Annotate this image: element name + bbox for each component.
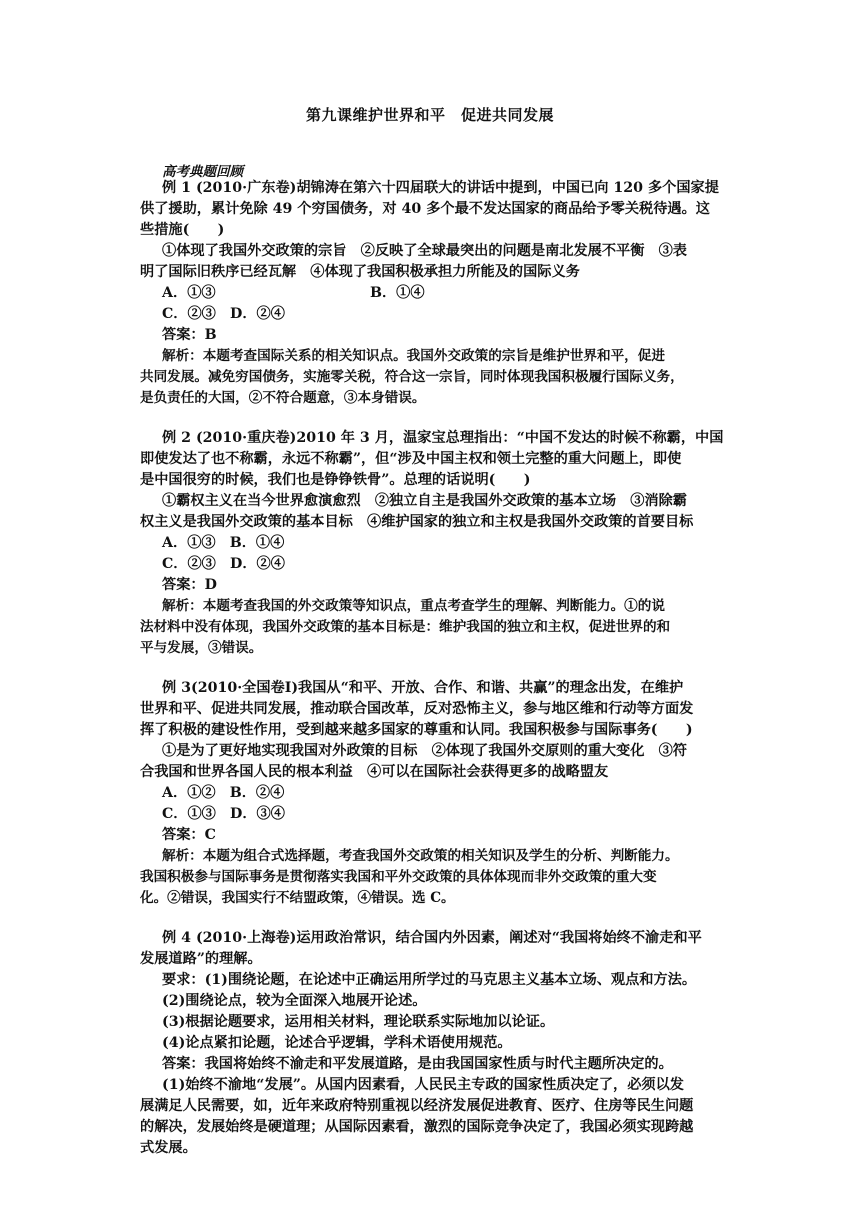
q2-line-2: 即使发达了也不称霸，永远不称霸”，但“涉及中国主权和领土完整的重大问题上，即使 xyxy=(140,451,682,467)
q3-options-ab: A．①② B．②④ xyxy=(162,785,285,801)
q1-line-2: 供了援助，累计免除 49 个穷国债务，对 40 多个最不发达国家的商品给予零关税待遇。这 xyxy=(140,201,710,217)
page-title: 第九课维护世界和平 促进共同发展 xyxy=(305,106,554,124)
q4-point1-line-4: 式发展。 xyxy=(140,1140,197,1156)
q2-analysis-1: 解析：本题考查我国的外交政策等知识点，重点考查学生的理解、判断能力。①的说 xyxy=(162,598,665,614)
q3-statement-1: ①是为了更好地实现我国对外政策的目标 ②体现了我国外交原则的重大变化 ③符 xyxy=(162,743,687,759)
q3-analysis-1: 解析：本题为组合式选择题，考查我国外交政策的相关知识及学生的分析、判断能力。 xyxy=(162,848,679,864)
section-heading: 高考典题回顾 xyxy=(162,164,243,180)
q2-options-ab: A．①③ B．①④ xyxy=(162,535,285,551)
q1-line-1: 例 1 (2010·广东卷)胡锦涛在第六十四届联大的讲话中提到，中国已向 120 多个国家提 xyxy=(162,180,719,196)
q4-point1-line-3: 的解决，发展始终是硬道理；从国际因素看，激烈的国际竞争决定了，我国必须实现跨越 xyxy=(140,1119,694,1135)
q3-line-1: 例 3(2010·全国卷Ⅰ)我国从“和平、开放、合作、和谐、共赢”的理念出发，在维护 xyxy=(162,680,684,696)
q2-line-3: 是中国很穷的时候，我们也是铮铮铁骨”。总理的话说明( ) xyxy=(140,472,531,488)
q4-point1-line-1: (1)始终不渝地“发展”。从国内因素看，人民民主专政的国家性质决定了，必须以发 xyxy=(162,1077,684,1093)
q3-line-2: 世界和平、促进共同发展，推动联合国改革，反对恐怖主义，参与地区维和行动等方面发 xyxy=(140,701,694,717)
q2-analysis-2: 法材料中没有体现，我国外交政策的基本目标是：维护我国的独立和主权，促进世界的和 xyxy=(140,619,671,635)
q1-option-a: A．①③ xyxy=(162,285,216,301)
q3-answer: 答案：C xyxy=(162,827,216,843)
q4-answer: 答案：我国将始终不渝走和平发展道路，是由我国国家性质与时代主题所决定的。 xyxy=(162,1056,673,1072)
q3-analysis-3: 化。②错误，我国实行不结盟政策，④错误。选 C。 xyxy=(140,890,455,906)
q1-options-ab xyxy=(162,283,732,303)
q1-line-3: 些措施( ) xyxy=(140,222,225,238)
q4-requirement-4: (4)论点紧扣论题，论述合乎逻辑，学科术语使用规范。 xyxy=(162,1035,512,1051)
q1-analysis-2: 共同发展。减免穷国债务，实施零关税，符合这一宗旨，同时体现我国积极履行国际义务， xyxy=(140,369,684,385)
q2-answer: 答案：D xyxy=(162,577,217,593)
q4-requirement-1: 要求：(1)围绕论题，在论述中正确运用所学过的马克思主义基本立场、观点和方法。 xyxy=(162,972,697,988)
q4-line-2: 发展道路”的理解。 xyxy=(140,951,262,967)
q2-analysis-3: 平与发展，③错误。 xyxy=(140,640,263,656)
q1-statement-2: 明了国际旧秩序已经瓦解 ④体现了我国积极承担力所能及的国际义务 xyxy=(140,264,580,280)
q3-line-3: 挥了积极的建设性作用，受到越来越多国家的尊重和认同。我国积极参与国际事务( ) xyxy=(140,722,693,738)
q2-line-1: 例 2 (2010·重庆卷)2010 年 3 月，温家宝总理指出：“中国不发达的时候不称霸，中国 xyxy=(162,430,724,446)
q2-options-cd: C．②③ D．②④ xyxy=(162,556,285,572)
q1-options-cd: C．②③ D．②④ xyxy=(162,306,285,322)
q3-analysis-2: 我国积极参与国际事务是贯彻落实我国和平外交政策的具体体现而非外交政策的重大变 xyxy=(140,869,657,885)
q4-requirement-2: (2)围绕论点，较为全面深入地展开论述。 xyxy=(162,993,427,1009)
q3-options-cd: C．①③ D．③④ xyxy=(162,806,285,822)
q1-statement-1: ①体现了我国外交政策的宗旨 ②反映了全球最突出的问题是南北发展不平衡 ③表 xyxy=(162,243,687,259)
q4-line-1: 例 4 (2010·上海卷)运用政治常识，结合国内外因素，阐述对“我国将始终不渝走和平 xyxy=(162,930,702,946)
q1-analysis-1: 解析：本题考查国际关系的相关知识点。我国外交政策的宗旨是维护世界和平，促进 xyxy=(162,348,665,364)
q1-option-b: B．①④ xyxy=(370,285,425,301)
q1-analysis-3: 是负责任的大国，②不符合题意，③本身错误。 xyxy=(140,390,426,406)
q4-requirement-3: (3)根据论题要求，运用相关材料，理论联系实际地加以论证。 xyxy=(162,1014,555,1030)
q3-statement-2: 合我国和世界各国人民的根本利益 ④可以在国际社会获得更多的战略盟友 xyxy=(140,764,609,780)
q2-statement-1: ①霸权主义在当今世界愈演愈烈 ②独立自主是我国外交政策的基本立场 ③消除霸 xyxy=(162,493,687,509)
q1-answer: 答案：B xyxy=(162,327,217,343)
q4-point1-line-2: 展满足人民需要，如，近年来政府特别重视以经济发展促进教育、医疗、住房等民生问题 xyxy=(140,1098,694,1114)
q2-statement-2: 权主义是我国外交政策的基本目标 ④维护国家的独立和主权是我国外交政策的首要目标 xyxy=(140,514,694,530)
